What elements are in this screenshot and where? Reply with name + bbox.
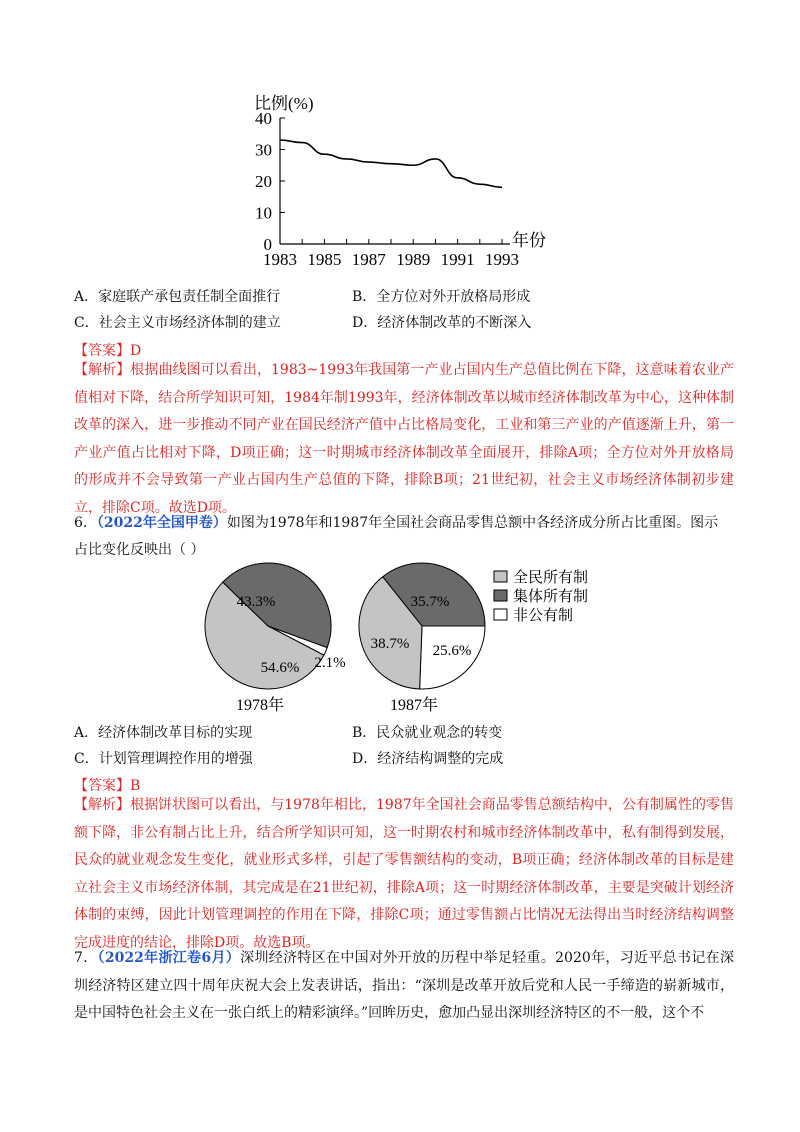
pie1-slice-label: 2.1%: [314, 655, 346, 671]
pie1-slice-label: 43.3%: [236, 594, 276, 610]
x-tick-label: 1989: [396, 250, 431, 269]
y-tick-label: 0: [263, 235, 272, 254]
q6-analysis-tag: 【解析】: [74, 797, 131, 813]
q5-option-d: D．经济体制改革的不断深入: [352, 315, 532, 331]
q7-source: （2022年浙江卷6月）: [97, 950, 241, 966]
y-axis-label: 比例(%): [254, 94, 314, 113]
q6-analysis-text: 根据饼状图可以看出，与1978年相比，1987年全国社会商品零售总额结构中，公有制属性的零售额下降，非公有制占比上升，结合所学知识可知，这一时期农村和城市经济体制改革中，私有制得到发展，民众的就业观念发生变化，就业形式多样，引起了零售额结构的变动，B项正确；经济体制改革的目标是建立社会主义市场经济体制，其完成是在21世纪初，排除A项；这一时期经济体制改革，主要是突破计划经济体制的束缚，因此计划管理调控的作用在下降，排除C项；通过零售额占比情况无法得出当时经济结构调整完成进度的结论，排除D项。故选B项。: [74, 797, 734, 951]
q6-option-b: B．民众就业观念的转变: [352, 725, 503, 741]
pie2-title: 1987年: [390, 697, 439, 714]
x-tick-label: 1993: [485, 250, 519, 269]
pie2-slice-label: 35.7%: [410, 594, 450, 610]
q7-text: 深圳经济特区在中国对外开放的历程中举足轻重。2020年，习近平总书记在深圳经济特区建立四十周年庆祝大会上发表讲话，指出：“深圳是改革开放后党和人民一手缔造的崭新城市，是中国特色社会主义在一张白纸上的精彩演绎。”回眸历史，愈加凸显出深圳经济特区的不一般，这个不: [74, 950, 734, 1021]
series-line: [280, 140, 502, 187]
q7-number: 7．: [74, 950, 98, 966]
q5-analysis: [74, 357, 734, 522]
pie-charts: [190, 560, 630, 720]
q6-stem-line2: 占比变化反映出（ ）: [74, 542, 205, 558]
q6-option-d: D．经济结构调整的完成: [352, 751, 504, 767]
q6-option-c: C．计划管理调控作用的增强: [74, 751, 253, 767]
y-tick-label: 40: [255, 109, 272, 128]
legend: [494, 569, 588, 624]
q6-number: 6．: [74, 515, 97, 531]
legend-swatch-white: [494, 609, 507, 620]
pie2-slice-label: 38.7%: [370, 636, 410, 652]
pie1-slice-label: 54.6%: [260, 660, 300, 676]
q6-answer: 【答案】B: [74, 778, 141, 794]
x-tick-label: 1991: [440, 250, 475, 269]
q6-option-a: A．经济体制改革目标的实现: [74, 725, 253, 741]
y-tick-label: 10: [255, 203, 272, 223]
legend-swatch-dark: [494, 590, 507, 601]
y-tick-label: 30: [255, 140, 272, 160]
line-chart: [240, 88, 560, 278]
q5-option-c: C．社会主义市场经济体制的建立: [74, 315, 281, 331]
q5-option-a: A．家庭联产承包责任制全面推行: [74, 289, 281, 305]
y-tick-label: 20: [255, 172, 272, 191]
q5-answer: 【答案】D: [74, 343, 142, 359]
q5-analysis-text: 根据曲线图可以看出，1983~1993年我国第一产业占国内生产总值比例在下降，这意味着农业产值相对下降，结合所学知识可知，1984年制1993年，经济体制改革以城市经济体制改革为中心，这种体制改革的深入，进一步推动不同产业在国民经济产值中占比格局变化，工业和第三产业的产值逐渐上升，第一产业产值占比相对下降，D项正确；这一时期城市经济体制改革全面展开，排除A项；全方位对外开放格局的形成并不会导致第一产业占国内生产总值的下降，排除B项；21世纪初，社会主义市场经济体制初步建立，排除C项。故选D项。: [74, 362, 734, 516]
q6-stem-text: 如图为1978年和1987年全国社会商品零售总额中各经济成分所占比重图。图示: [226, 515, 719, 531]
pie2-slice-label: 25.6%: [432, 643, 472, 659]
legend-label-1: 全民所有制: [513, 570, 589, 586]
x-tick-label: 1983: [263, 250, 297, 269]
legend-swatch-light: [494, 571, 507, 582]
q7-stem: [74, 945, 734, 1028]
x-axis-label: 年份: [512, 231, 546, 250]
legend-label-2: 集体所有制: [513, 589, 589, 605]
q6-stem-line1: [74, 513, 718, 533]
q5-option-b: B．全方位对外开放格局形成: [352, 289, 531, 305]
legend-label-3: 非公有制: [513, 608, 574, 624]
x-tick-label: 1985: [307, 250, 342, 269]
pie1-title: 1978年: [236, 697, 285, 714]
x-tick-label: 1987: [351, 250, 386, 269]
q6-analysis: [74, 792, 734, 957]
q6-source: （2022年全国甲卷）: [96, 515, 227, 531]
q5-analysis-tag: 【解析】: [74, 362, 131, 378]
